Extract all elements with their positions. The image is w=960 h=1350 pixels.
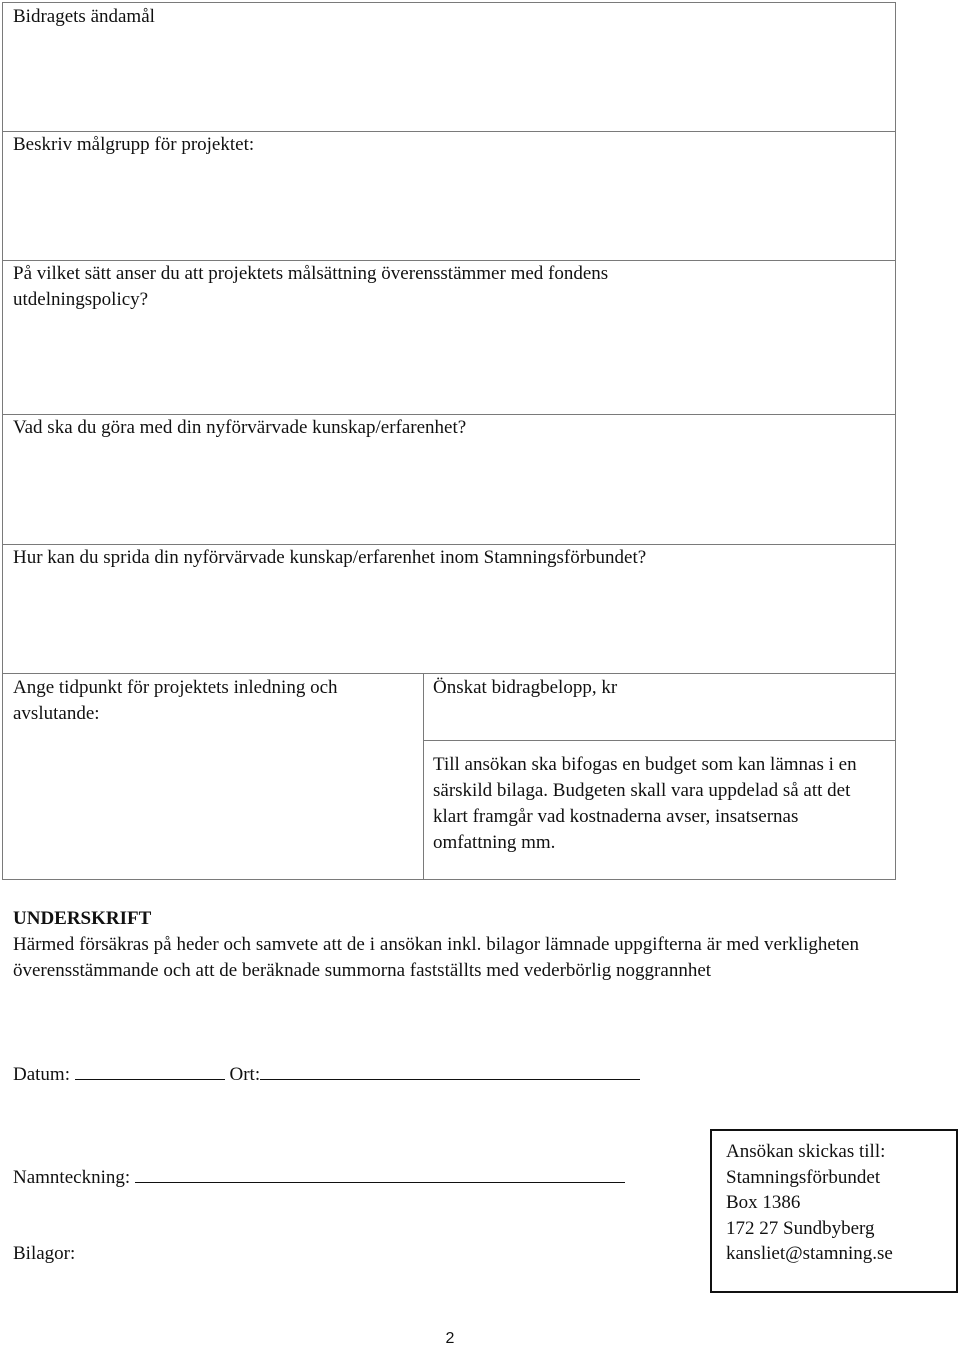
signature-row (13, 1164, 625, 1191)
address-box (710, 1129, 958, 1293)
date-place-row (13, 1061, 640, 1088)
target-group-label: Beskriv målgrupp för projektet: (13, 134, 255, 155)
knowledge-spread-answer-area[interactable] (3, 573, 895, 672)
column-divider (423, 673, 424, 880)
address-box-number: Box 1386 (726, 1192, 801, 1213)
place-label: Ort: (229, 1064, 261, 1085)
page-number: 2 (445, 1330, 455, 1347)
address-email[interactable]: kansliet@stamning.se (726, 1243, 893, 1264)
signature-label: Namnteckning: (13, 1167, 131, 1188)
budget-note: Till ansökan ska bifogas en budget som kan lämnas i en särskild bilaga. Budgeten skall vara uppdelad så att det klart framgår vad kostnaderna avser, insatsernas omfattning mm. (433, 754, 857, 853)
amount-answer-area[interactable] (600, 676, 895, 738)
row-divider (2, 673, 896, 674)
policy-answer-area[interactable] (3, 314, 895, 413)
knowledge-use-question: Vad ska du göra med din nyförvärvade kunskap/erfarenhet? (13, 417, 467, 438)
timeline-label: Ange tidpunkt för projektets inledning och avslutande: (13, 677, 338, 724)
address-title: Ansökan skickas till: (726, 1141, 886, 1162)
knowledge-spread-question: Hur kan du sprida din nyförvärvade kunskap/erfarenhet inom Stamningsförbundet? (13, 547, 647, 568)
row-divider (423, 740, 896, 741)
target-group-answer-area[interactable] (3, 160, 895, 259)
policy-question: På vilket sätt anser du att projektets målsättning överensstämmer med fondens utdelningspolicy? (13, 263, 609, 310)
signature-heading: UNDERSKRIFT (13, 908, 152, 929)
place-input-line[interactable] (260, 1061, 640, 1080)
amount-label: Önskat bidragbelopp, kr (433, 677, 618, 698)
date-label: Datum: (13, 1064, 70, 1085)
attachments-label: Bilagor: (13, 1243, 76, 1264)
signature-declaration: Härmed försäkras på heder och samvete att de i ansökan inkl. bilagor lämnade uppgifterna är med verkligheten överensstämmande och att de beräknade summorna fastställts med vederbörlig noggrannhet (13, 934, 859, 981)
address-postal: 172 27 Sundbyberg (726, 1217, 875, 1239)
address-org: Stamningsförbundet (726, 1166, 881, 1188)
timeline-answer-area[interactable] (3, 730, 422, 879)
knowledge-use-answer-area[interactable] (3, 443, 895, 543)
purpose-answer-area[interactable] (3, 32, 895, 130)
date-input-line[interactable] (75, 1061, 225, 1080)
signature-input-line[interactable] (135, 1164, 625, 1183)
purpose-label: Bidragets ändamål (13, 6, 155, 27)
